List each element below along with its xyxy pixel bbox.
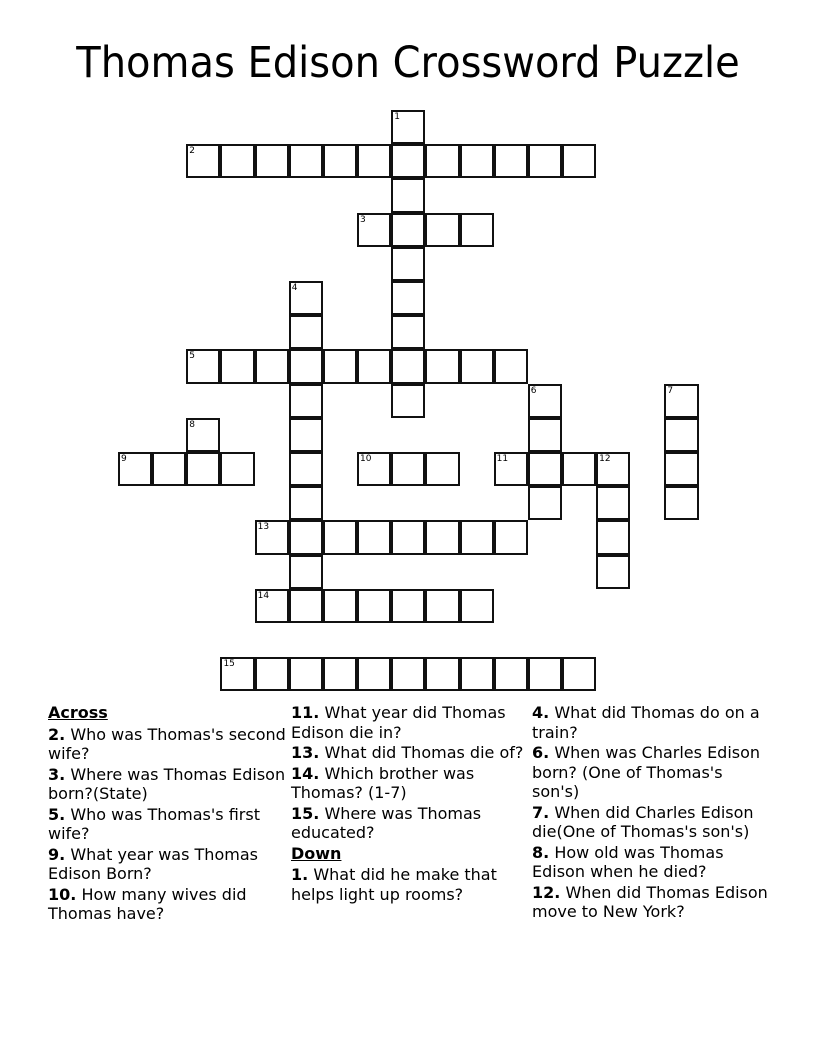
clue-number: 6. — [532, 743, 550, 762]
clue-text: Who was Thomas's second wife? — [48, 724, 286, 763]
clue-number-label: 11 — [496, 454, 509, 464]
crossword-cell[interactable] — [220, 144, 254, 178]
clues-column-3 — [532, 703, 772, 923]
crossword-cell[interactable] — [255, 589, 289, 623]
crossword-cell[interactable] — [323, 657, 357, 691]
crossword-cell[interactable] — [391, 247, 425, 281]
clue-number: 2. — [48, 724, 66, 744]
clue-number: 11. — [291, 703, 320, 722]
clue-number-label: 8 — [189, 419, 196, 430]
crossword-cell[interactable] — [664, 418, 698, 452]
clue-text: When did Thomas Edison move to New York? — [532, 882, 768, 921]
clue-across-9 — [48, 845, 288, 884]
clue-down-8 — [532, 843, 772, 882]
clue-text: When was Charles Edison born? (One of Thomas's son's) — [532, 743, 761, 801]
crossword-cell[interactable] — [289, 281, 323, 315]
clue-number: 1. — [291, 865, 309, 884]
crossword-cell[interactable] — [460, 520, 494, 554]
clue-number-label: 2 — [189, 146, 196, 157]
clue-number: 15. — [291, 803, 320, 823]
crossword-cell[interactable] — [528, 418, 562, 452]
clue-number: 14. — [291, 763, 320, 783]
crossword-cell[interactable] — [220, 657, 254, 691]
clue-across-10 — [48, 885, 288, 924]
crossword-cell[interactable] — [528, 486, 562, 520]
crossword-cell[interactable] — [323, 520, 357, 554]
crossword-cell[interactable] — [460, 349, 494, 383]
clue-number: 5. — [48, 804, 66, 824]
clue-text: Where was Thomas educated? — [291, 803, 482, 842]
crossword-cell[interactable] — [425, 144, 459, 178]
down-heading: Down — [291, 843, 342, 863]
clue-number-label: 15 — [223, 659, 235, 670]
crossword-cell[interactable] — [255, 520, 289, 554]
crossword-cell[interactable] — [494, 452, 528, 486]
clue-across-14 — [291, 764, 531, 803]
crossword-cell[interactable] — [255, 349, 289, 383]
clue-number-label: 1 — [394, 112, 400, 122]
crossword-cell[interactable] — [562, 452, 596, 486]
clue-number: 9. — [48, 844, 66, 864]
crossword-cell[interactable] — [460, 213, 494, 247]
clue-number-label: 5 — [189, 351, 196, 362]
crossword-cell[interactable] — [357, 589, 391, 623]
clue-text: Who was Thomas's first wife? — [48, 804, 260, 843]
crossword-cell[interactable] — [186, 349, 220, 383]
crossword-cell[interactable] — [391, 384, 425, 418]
crossword-cell[interactable] — [186, 418, 220, 452]
clues-column-2 — [291, 703, 531, 905]
clues-column-1 — [48, 703, 288, 925]
crossword-cell[interactable] — [289, 520, 323, 554]
clue-across-5 — [48, 805, 288, 844]
crossword-cell[interactable] — [186, 452, 220, 486]
crossword-cell[interactable] — [528, 657, 562, 691]
crossword-cell[interactable] — [357, 213, 391, 247]
crossword-cell[interactable] — [289, 349, 323, 383]
clue-text: Which brother was Thomas? (1-7) — [291, 763, 475, 802]
crossword-cell[interactable] — [494, 520, 528, 554]
clue-number-label: 10 — [360, 454, 372, 464]
crossword-cell[interactable] — [494, 144, 528, 178]
crossword-cell[interactable] — [528, 144, 562, 178]
crossword-cell[interactable] — [425, 589, 459, 623]
crossword-cell[interactable] — [255, 144, 289, 178]
crossword-cell[interactable] — [391, 349, 425, 383]
clue-across-13 — [291, 743, 531, 763]
crossword-cell[interactable] — [425, 452, 459, 486]
crossword-cell[interactable] — [357, 144, 391, 178]
crossword-cell[interactable] — [220, 452, 254, 486]
clue-number: 13. — [291, 743, 320, 762]
crossword-cell[interactable] — [391, 520, 425, 554]
crossword-cell[interactable] — [289, 452, 323, 486]
clue-across-2 — [48, 725, 288, 764]
crossword-cell[interactable] — [425, 520, 459, 554]
crossword-cell[interactable] — [391, 213, 425, 247]
clue-across-15 — [291, 804, 531, 843]
crossword-cell[interactable] — [220, 349, 254, 383]
clue-number: 10. — [48, 884, 77, 904]
clue-down-12 — [532, 883, 772, 922]
crossword-cell[interactable] — [460, 144, 494, 178]
crossword-cell[interactable] — [391, 281, 425, 315]
crossword-cell[interactable] — [357, 657, 391, 691]
clue-down-6 — [532, 743, 772, 802]
crossword-cell[interactable] — [528, 452, 562, 486]
crossword-cell[interactable] — [425, 657, 459, 691]
crossword-cell[interactable] — [289, 555, 323, 589]
clue-down-4 — [532, 703, 772, 742]
crossword-cell[interactable] — [596, 486, 630, 520]
crossword-cell[interactable] — [391, 315, 425, 349]
crossword-cell[interactable] — [664, 384, 698, 418]
crossword-cell[interactable] — [118, 452, 152, 486]
clue-number-label: 7 — [667, 385, 674, 396]
crossword-cell[interactable] — [596, 452, 630, 486]
crossword-cell[interactable] — [391, 110, 425, 144]
crossword-cell[interactable] — [391, 452, 425, 486]
crossword-cell[interactable] — [323, 144, 357, 178]
crossword-cell[interactable] — [391, 178, 425, 212]
clue-number-label: 13 — [257, 522, 270, 533]
crossword-cell[interactable] — [289, 384, 323, 418]
crossword-cell[interactable] — [323, 589, 357, 623]
clue-text: What year did Thomas Edison die in? — [291, 703, 506, 742]
clue-text: What did he make that helps light up rooms? — [291, 865, 497, 904]
crossword-cell[interactable] — [357, 520, 391, 554]
clue-text: What did Thomas do on a train? — [532, 703, 760, 742]
clue-text: Where was Thomas Edison born?(State) — [48, 764, 286, 803]
crossword-cell[interactable] — [289, 144, 323, 178]
crossword-cell[interactable] — [596, 555, 630, 589]
crossword-cell[interactable] — [289, 589, 323, 623]
clue-down-1 — [291, 865, 531, 904]
clue-across-11 — [291, 703, 531, 742]
crossword-cell[interactable] — [289, 418, 323, 452]
crossword-cell[interactable] — [391, 657, 425, 691]
clue-number-label: 6 — [530, 385, 537, 396]
clue-number-label: 12 — [599, 454, 611, 464]
crossword-cell[interactable] — [357, 349, 391, 383]
crossword-cell[interactable] — [596, 520, 630, 554]
crossword-cell[interactable] — [425, 213, 459, 247]
crossword-cell[interactable] — [664, 452, 698, 486]
across-heading: Across — [48, 703, 108, 722]
clue-number: 8. — [532, 842, 550, 862]
crossword-cell[interactable] — [152, 452, 186, 486]
crossword-cell[interactable] — [460, 589, 494, 623]
clue-number: 3. — [48, 764, 66, 784]
clue-number-label: 9 — [121, 454, 127, 464]
crossword-cell[interactable] — [391, 144, 425, 178]
clue-number-label: 3 — [360, 214, 366, 225]
crossword-cell[interactable] — [562, 657, 596, 691]
clue-number: 7. — [532, 802, 550, 822]
crossword-cell[interactable] — [323, 349, 357, 383]
crossword-cell[interactable] — [289, 486, 323, 520]
crossword-cell[interactable] — [528, 384, 562, 418]
crossword-cell[interactable] — [357, 452, 391, 486]
page-title: Thomas Edison Crossword Puzzle — [76, 38, 740, 88]
clue-across-3 — [48, 765, 288, 804]
clue-number-label: 14 — [257, 590, 270, 601]
crossword-cell[interactable] — [425, 349, 459, 383]
clue-down-7 — [532, 803, 772, 842]
crossword-cell[interactable] — [562, 144, 596, 178]
clue-text: What did Thomas die of? — [324, 743, 524, 762]
crossword-cell[interactable] — [289, 315, 323, 349]
crossword-cell[interactable] — [494, 349, 528, 383]
clue-text: When did Charles Edison die(One of Thomas's son's) — [532, 802, 754, 841]
crossword-cell[interactable] — [186, 144, 220, 178]
clue-number-label: 4 — [291, 283, 298, 293]
crossword-cell[interactable] — [289, 657, 323, 691]
crossword-cell[interactable] — [255, 657, 289, 691]
clue-text: How old was Thomas Edison when he died? — [532, 842, 724, 881]
crossword-cell[interactable] — [494, 657, 528, 691]
clue-number: 12. — [532, 882, 561, 902]
clue-text: How many wives did Thomas have? — [48, 884, 247, 923]
clue-text: What year was Thomas Edison Born? — [48, 844, 258, 883]
clue-number: 4. — [532, 703, 550, 722]
crossword-cell[interactable] — [460, 657, 494, 691]
crossword-cell[interactable] — [664, 486, 698, 520]
crossword-cell[interactable] — [391, 589, 425, 623]
